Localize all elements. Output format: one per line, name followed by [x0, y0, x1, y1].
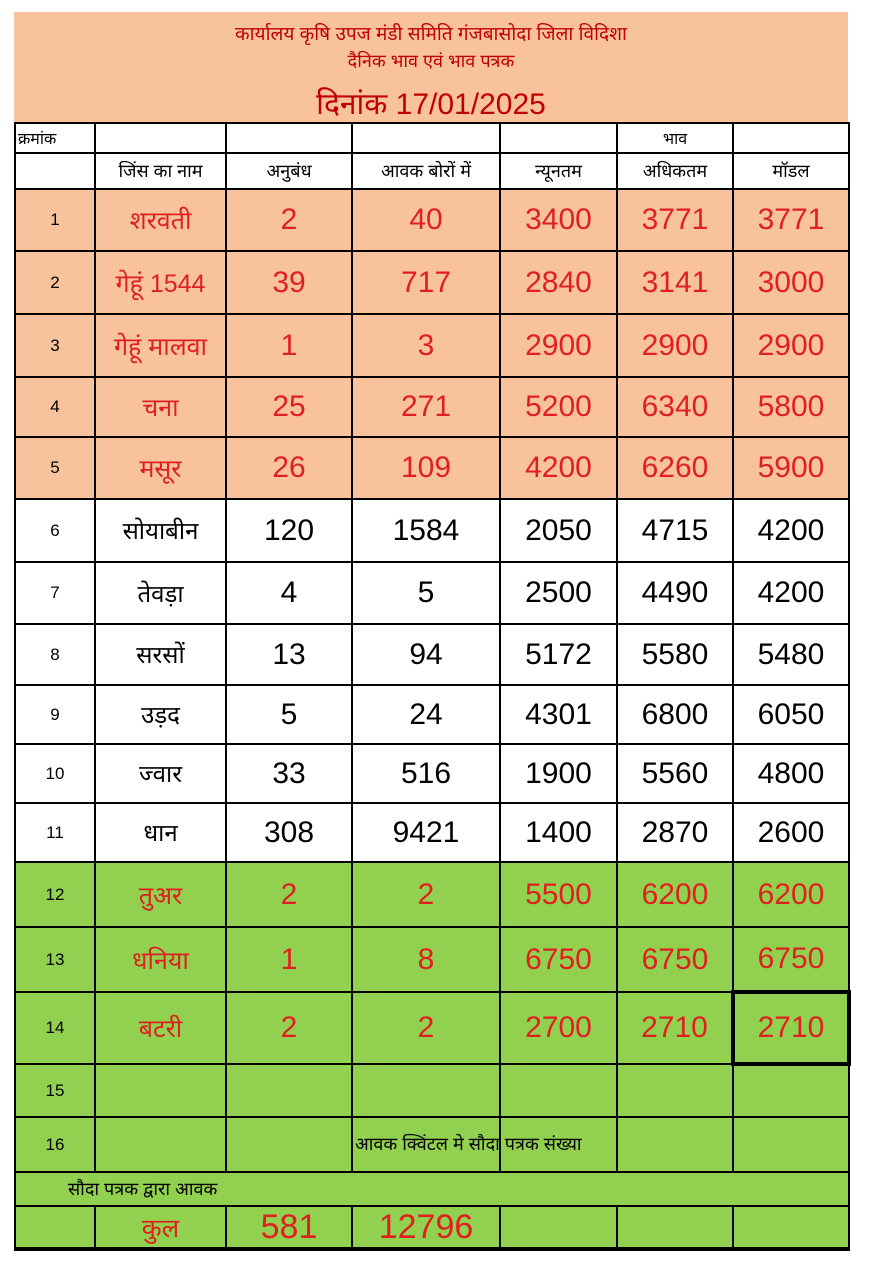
commodity-cell: गेहूं मालवा: [95, 314, 226, 377]
arrival-cell: 40: [352, 189, 500, 251]
serial-cell: 11: [15, 803, 95, 862]
min-price-cell: 4301: [500, 685, 617, 744]
table-row: [15, 377, 849, 437]
table-row: [15, 1117, 849, 1172]
header-cell: [500, 123, 617, 153]
arrival-cell: 5: [352, 562, 500, 624]
contract-cell: 1: [226, 927, 352, 992]
arrival-cell: 271: [352, 377, 500, 437]
contract-cell: 120: [226, 499, 352, 562]
total-row: [15, 1206, 849, 1249]
empty-cell: [617, 1064, 733, 1117]
serial-cell: 5: [15, 437, 95, 499]
serial-cell: 7: [15, 562, 95, 624]
arrival-cell: 2: [352, 862, 500, 927]
max-price-cell: 3141: [617, 251, 733, 314]
min-price-cell: 2500: [500, 562, 617, 624]
contract-cell: 2: [226, 862, 352, 927]
serial-cell: 3: [15, 314, 95, 377]
contract-cell: 308: [226, 803, 352, 862]
col-header-price-group: भाव: [617, 123, 733, 153]
col-header-commodity: जिंस का नाम: [95, 153, 226, 189]
arrival-cell: 9421: [352, 803, 500, 862]
serial-cell: 13: [15, 927, 95, 992]
table-row: [15, 1064, 849, 1117]
commodity-cell: सरसों: [95, 624, 226, 685]
arrival-cell: 2: [352, 992, 500, 1064]
modal-price-cell: 5800: [733, 377, 849, 437]
contract-cell: 33: [226, 744, 352, 803]
table-row: [15, 437, 849, 499]
arrival-cell: 109: [352, 437, 500, 499]
modal-price-cell: 5900: [733, 437, 849, 499]
arrival-cell: 3: [352, 314, 500, 377]
contract-cell: 5: [226, 685, 352, 744]
sheet-subtitle: दैनिक भाव एवं भाव पत्रक: [347, 51, 515, 71]
col-header-minimum: न्यूनतम: [500, 153, 617, 189]
serial-cell: 16: [15, 1117, 95, 1172]
max-price-cell: 6340: [617, 377, 733, 437]
modal-price-cell: 2600: [733, 803, 849, 862]
arrival-cell: 24: [352, 685, 500, 744]
col-header-modal: मॉडल: [733, 153, 849, 189]
modal-price-cell: 5480: [733, 624, 849, 685]
serial-cell: 10: [15, 744, 95, 803]
commodity-cell: गेहूं 1544: [95, 251, 226, 314]
max-price-cell: 2900: [617, 314, 733, 377]
arrival-note: आवक क्विंटल मे सौदा पत्रक संख्या: [355, 1134, 582, 1154]
table-row: [15, 992, 849, 1064]
contract-cell: 2: [226, 189, 352, 251]
contract-cell: 26: [226, 437, 352, 499]
empty-cell: [95, 1117, 226, 1172]
header-cell: [15, 153, 95, 189]
arrival-note-cell: [226, 1117, 582, 1172]
max-price-cell: 4715: [617, 499, 733, 562]
min-price-cell: 5500: [500, 862, 617, 927]
commodity-cell: बटरी: [95, 992, 226, 1064]
min-price-cell: 1900: [500, 744, 617, 803]
modal-price-cell: 6200: [733, 862, 849, 927]
serial-cell: 9: [15, 685, 95, 744]
serial-cell: 12: [15, 862, 95, 927]
col-header-maximum: अधिकतम: [617, 153, 733, 189]
min-price-cell: 5200: [500, 377, 617, 437]
modal-price-cell: 6750: [733, 927, 849, 992]
max-price-cell: 5560: [617, 744, 733, 803]
rate-sheet: [14, 12, 848, 1251]
contract-cell: 1: [226, 314, 352, 377]
commodity-cell: धनिया: [95, 927, 226, 992]
commodity-cell: उड़द: [95, 685, 226, 744]
rates-table: [14, 122, 851, 1251]
max-price-cell: 5580: [617, 624, 733, 685]
header-cell: [733, 123, 849, 153]
modal-price-cell: 4200: [733, 499, 849, 562]
commodity-cell: तेवड़ा: [95, 562, 226, 624]
table-row: [15, 685, 849, 744]
empty-cell: [733, 1206, 849, 1249]
empty-cell: [15, 1206, 95, 1249]
header-row-2: [15, 153, 849, 189]
commodity-cell: तुअर: [95, 862, 226, 927]
summary-label: सौदा पत्रक द्वारा आवक: [15, 1172, 849, 1206]
contract-cell: 25: [226, 377, 352, 437]
max-price-cell: 2710: [617, 992, 733, 1064]
serial-cell: 8: [15, 624, 95, 685]
min-price-cell: 5172: [500, 624, 617, 685]
modal-price-cell: 3000: [733, 251, 849, 314]
max-price-cell: 6800: [617, 685, 733, 744]
contract-cell: 2: [226, 992, 352, 1064]
commodity-cell: धान: [95, 803, 226, 862]
commodity-cell: सोयाबीन: [95, 499, 226, 562]
office-title: कार्यालय कृषि उपज मंडी समिति गंजबासोदा जिला विदिशा: [235, 24, 627, 45]
commodity-cell: शरवती: [95, 189, 226, 251]
serial-cell: 1: [15, 189, 95, 251]
col-header-serial: क्रमांक: [15, 123, 95, 153]
table-row: [15, 499, 849, 562]
empty-cell: [352, 1064, 500, 1117]
contract-cell: 39: [226, 251, 352, 314]
empty-cell: [500, 1064, 617, 1117]
min-price-cell: 2700: [500, 992, 617, 1064]
header-row-1: [15, 123, 849, 153]
min-price-cell: 2900: [500, 314, 617, 377]
modal-price-cell: 6050: [733, 685, 849, 744]
min-price-cell: 3400: [500, 189, 617, 251]
arrival-cell: 1584: [352, 499, 500, 562]
max-price-cell: 6200: [617, 862, 733, 927]
arrival-cell: 94: [352, 624, 500, 685]
total-arrival: 12796: [352, 1206, 500, 1249]
modal-price-cell: 4800: [733, 744, 849, 803]
contract-cell: 4: [226, 562, 352, 624]
total-contract: 581: [226, 1206, 352, 1249]
empty-cell: [95, 1064, 226, 1117]
max-price-cell: 2870: [617, 803, 733, 862]
summary-row: [15, 1172, 849, 1206]
sheet-date: दिनांक 17/01/2025: [316, 88, 546, 121]
min-price-cell: 2840: [500, 251, 617, 314]
min-price-cell: 4200: [500, 437, 617, 499]
modal-price-cell: 3771: [733, 189, 849, 251]
empty-cell: [733, 1117, 849, 1172]
table-row: [15, 251, 849, 314]
total-label: कुल: [95, 1206, 226, 1249]
table-row: [15, 189, 849, 251]
serial-cell: 2: [15, 251, 95, 314]
serial-cell: 15: [15, 1064, 95, 1117]
max-price-cell: 4490: [617, 562, 733, 624]
commodity-cell: ज्वार: [95, 744, 226, 803]
empty-cell: [733, 1064, 849, 1117]
min-price-cell: 6750: [500, 927, 617, 992]
col-header-contract: अनुबंध: [226, 153, 352, 189]
max-price-cell: 3771: [617, 189, 733, 251]
table-row: [15, 744, 849, 803]
max-price-cell: 6260: [617, 437, 733, 499]
table-row: [15, 862, 849, 927]
selected-modal-price-cell[interactable]: 2710: [733, 992, 849, 1064]
serial-cell: 14: [15, 992, 95, 1064]
table-row: [15, 927, 849, 992]
table-row: [15, 562, 849, 624]
empty-cell: [617, 1206, 733, 1249]
modal-price-cell: 2900: [733, 314, 849, 377]
table-row: [15, 314, 849, 377]
arrival-cell: 516: [352, 744, 500, 803]
empty-cell: [617, 1117, 733, 1172]
min-price-cell: 2050: [500, 499, 617, 562]
table-row: [15, 624, 849, 685]
col-header-arrival: आवक बोरों में: [352, 153, 500, 189]
header-cell: [226, 123, 352, 153]
arrival-cell: 8: [352, 927, 500, 992]
empty-cell: [500, 1206, 617, 1249]
serial-cell: 4: [15, 377, 95, 437]
commodity-cell: चना: [95, 377, 226, 437]
header-cell: [352, 123, 500, 153]
header-cell: [95, 123, 226, 153]
sheet-header: [14, 12, 848, 122]
min-price-cell: 1400: [500, 803, 617, 862]
commodity-cell: मसूर: [95, 437, 226, 499]
table-row: [15, 803, 849, 862]
contract-cell: 13: [226, 624, 352, 685]
arrival-cell: 717: [352, 251, 500, 314]
max-price-cell: 6750: [617, 927, 733, 992]
serial-cell: 6: [15, 499, 95, 562]
modal-price-cell: 4200: [733, 562, 849, 624]
empty-cell: [226, 1064, 352, 1117]
